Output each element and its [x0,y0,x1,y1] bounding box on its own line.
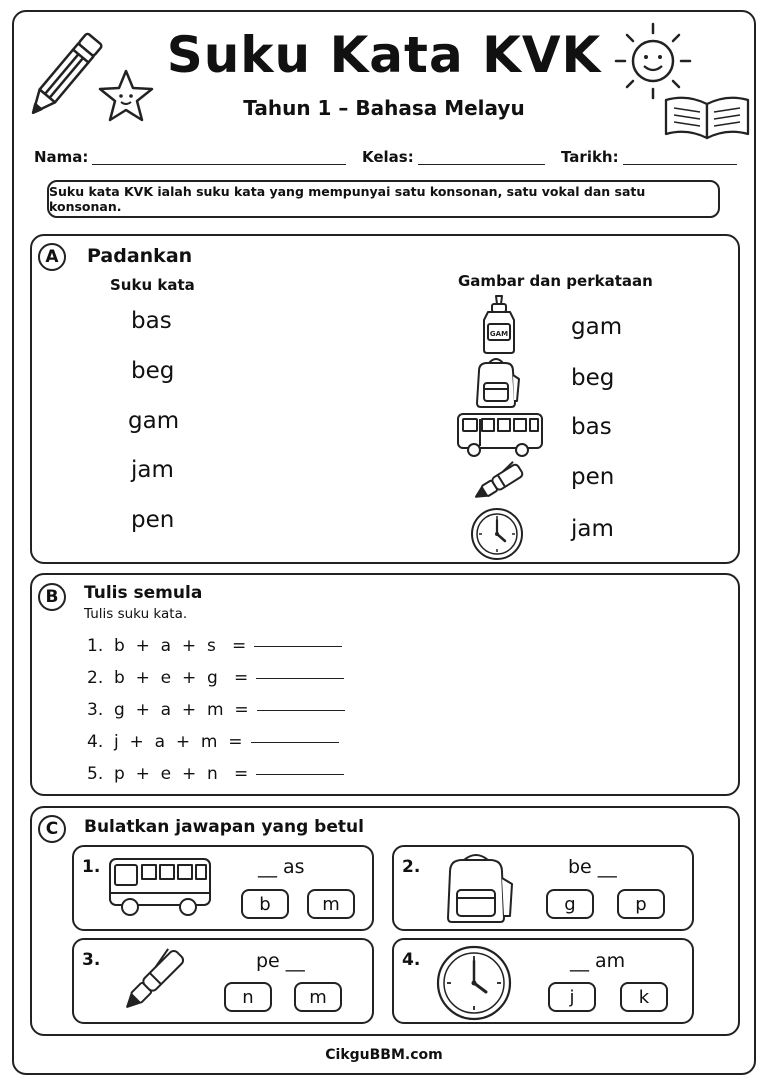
clock-icon[interactable] [470,507,524,561]
question-number: 4. [402,950,421,970]
pen-icon [116,944,192,1016]
picture-word[interactable]: gam [571,314,623,340]
answer-line[interactable] [254,646,342,647]
spelling-row: 5. p + e + n = [87,764,344,784]
answer-option[interactable]: m [307,889,355,919]
syllable-column-header: Suku kata [110,276,195,294]
syllable-word[interactable]: jam [131,457,174,483]
section-a-title: Padankan [87,245,193,267]
spelling-row: 3. g + a + m = [87,700,345,720]
answer-option[interactable]: g [546,889,594,919]
question-number: 2. [402,857,421,877]
question-prompt: __ am [570,950,626,972]
question-number: 1. [82,857,101,877]
section-c-title: Bulatkan jawapan yang betul [84,817,364,837]
glue-label: GAM [489,330,509,338]
name-label: Nama: [34,148,89,166]
question-prompt: be __ [568,856,617,878]
page-title: Suku Kata KVK [166,26,602,84]
answer-option[interactable]: b [241,889,289,919]
page-subtitle: Tahun 1 – Bahasa Melayu [243,96,525,120]
picture-column-header: Gambar dan perkataan [458,272,653,290]
answer-line[interactable] [256,678,344,679]
definition-note: Suku kata KVK ialah suku kata yang mempunyai satu konsonan, satu vokal dan satu konsonan. [47,180,720,218]
picture-word[interactable]: jam [571,516,614,542]
date-label: Tarikh: [561,148,619,166]
date-field[interactable] [623,164,737,165]
backpack-icon[interactable] [471,355,521,409]
syllable-word[interactable]: bas [131,308,172,334]
section-a-badge: A [38,243,66,271]
spelling-row: 1. b + a + s = [87,636,342,656]
class-label: Kelas: [362,148,414,166]
answer-option[interactable]: p [617,889,665,919]
backpack-icon [438,850,514,926]
name-field[interactable] [92,164,346,165]
section-b-badge: B [38,583,66,611]
syllable-word[interactable]: pen [131,507,175,533]
answer-option[interactable]: j [548,982,596,1012]
answer-option[interactable]: m [294,982,342,1012]
clock-icon [435,944,513,1022]
section-b-instruction: Tulis suku kata. [84,606,188,622]
answer-line[interactable] [251,742,339,743]
spelling-row: 4. j + a + m = [87,732,339,752]
footer-credit: CikguBBM.com [325,1047,443,1063]
question-number: 3. [82,950,101,970]
question-prompt: pe __ [256,950,305,972]
answer-option[interactable]: k [620,982,668,1012]
class-field[interactable] [418,164,545,165]
question-prompt: __ as [258,856,305,878]
picture-word[interactable]: bas [571,414,612,440]
glue-bottle-icon[interactable] [478,294,520,354]
pen-icon[interactable] [468,462,528,504]
syllable-word[interactable]: beg [131,358,175,384]
bus-icon[interactable] [456,410,544,458]
picture-word[interactable]: beg [571,365,615,391]
picture-word[interactable]: pen [571,464,615,490]
syllable-word[interactable]: gam [128,408,180,434]
answer-line[interactable] [257,710,345,711]
spelling-row: 2. b + e + g = [87,668,344,688]
bus-icon [106,855,214,919]
section-c-badge: C [38,815,66,843]
section-b-title: Tulis semula [84,583,203,603]
answer-line[interactable] [256,774,344,775]
answer-option[interactable]: n [224,982,272,1012]
